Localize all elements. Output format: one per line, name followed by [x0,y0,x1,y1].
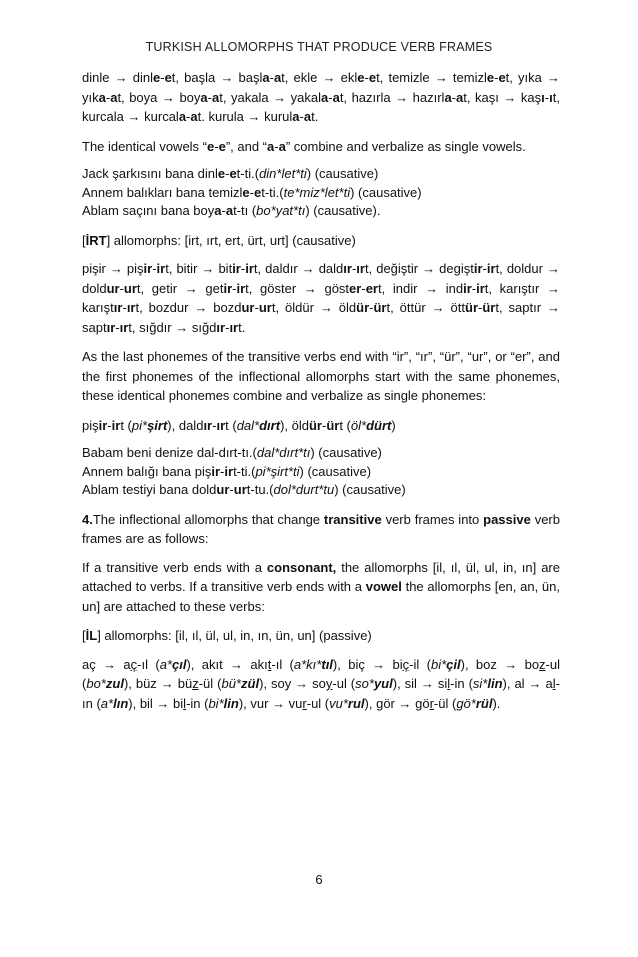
section-4-heading: 4.The inflectional allomorphs that change transitive verb frames into passive verb frames are as follows: [82,511,560,546]
example-sentence: Babam beni denize dal-dırt-tı.(dal*dırt*tı) (causative) [82,445,382,460]
last-phonemes-note: As the last phonemes of the transitive verbs end with “ir”, “ır”, “ür”, “ur”, or “er”, and the first phonemes of the inflectional allomorphs start with the same phonemes, these identical phonemes combine and verbalize as single phonemes: [82,349,560,403]
example-sentence: Jack şarkısını bana dinle-et-ti.(din*let*ti) (causative) [82,166,379,181]
consonant-vowel-rule: If a transitive verb ends with a consonant, the allomorphs [il, ıl, ül, ul, in, ın] are attached to verbs. If a transitive verb ends with a vowel the allomorphs [en, an, ün, un] are attached to these verbs: [82,559,560,614]
example-sentence: Ablam testiyi bana doldur-urt-tu.(dol*durt*tu) (causative) [82,482,406,497]
example-list-ile: dinle → dinle-et, başla → başla-at, ekle → ekle-et, temizle → temizle-et, yıka → yıka-at, boya → boya-at, yakala → yakala-at, hazırla → hazırla-at, kaşı → kaşı-ıt, kurcala → kurcala-at. kurula → kurula-at. [82,70,561,124]
page-number: 6 [315,872,323,887]
example-list-irt: pişir → pişir-irt, bitir → bitir-irt, daldır → daldır-ırt, değiştir → degiştir-irt, doldur → doldur-urt, getir → getir-irt, göster → göster-ert, indir → indir-irt, karıştır → karıştır-ırt, bozdur → bozdur-urt, öldür → öldür-ürt, öttür → öttür-ürt, saptır → saptır-ırt, sığdır → sığdır-ırt. [82,261,561,335]
irt-heading: [İRT] allomorphs: [irt, ırt, ert, ürt, urt] (causative) [82,232,356,248]
il-heading: [İL] allomorphs: [il, ıl, ül, ul, in, ın, ün, un] (passive) [82,628,372,643]
combined-examples: pişir-irt (pi*şirt), daldır-ırt (dal*dırt), öldür-ürt (öl*dürt) [82,417,396,433]
example-sentences-2 [82,444,560,500]
identical-vowels-note: The identical vowels “e-e”, and “a-a” combine and verbalize as single vowels. [82,138,526,154]
example-sentence: Annem balıkları bana temizle-et-ti.(te*miz*let*ti) (causative) [82,184,422,200]
page-body [82,68,560,723]
example-sentences-1 [82,165,560,221]
running-header: TURKISH ALLOMORPHS THAT PRODUCE VERB FRAMES [145,40,493,54]
example-sentence: Ablam saçını bana boya-at-tı (bo*yat*tı) (causative). [82,203,381,218]
example-sentence: Annem balığı bana pişir-irt-ti.(pi*şirt*ti) (causative) [82,463,372,479]
example-list-il: aç → aç-ıl (a*çıl), akıt → akıt-ıl (a*kı*tıl), biç → biç-il (bi*çil), boz → boz-ul (bo*zul), büz → büz-ül (bü*zül), soy → soy-ul (so*yul), sil → sil-in (si*lin), al → al-ın (a*lın), bil → bil-in (bi*lin), vur → vur-ul (vu*rul), gör → gör-ül (gö*rül). [82,656,560,711]
